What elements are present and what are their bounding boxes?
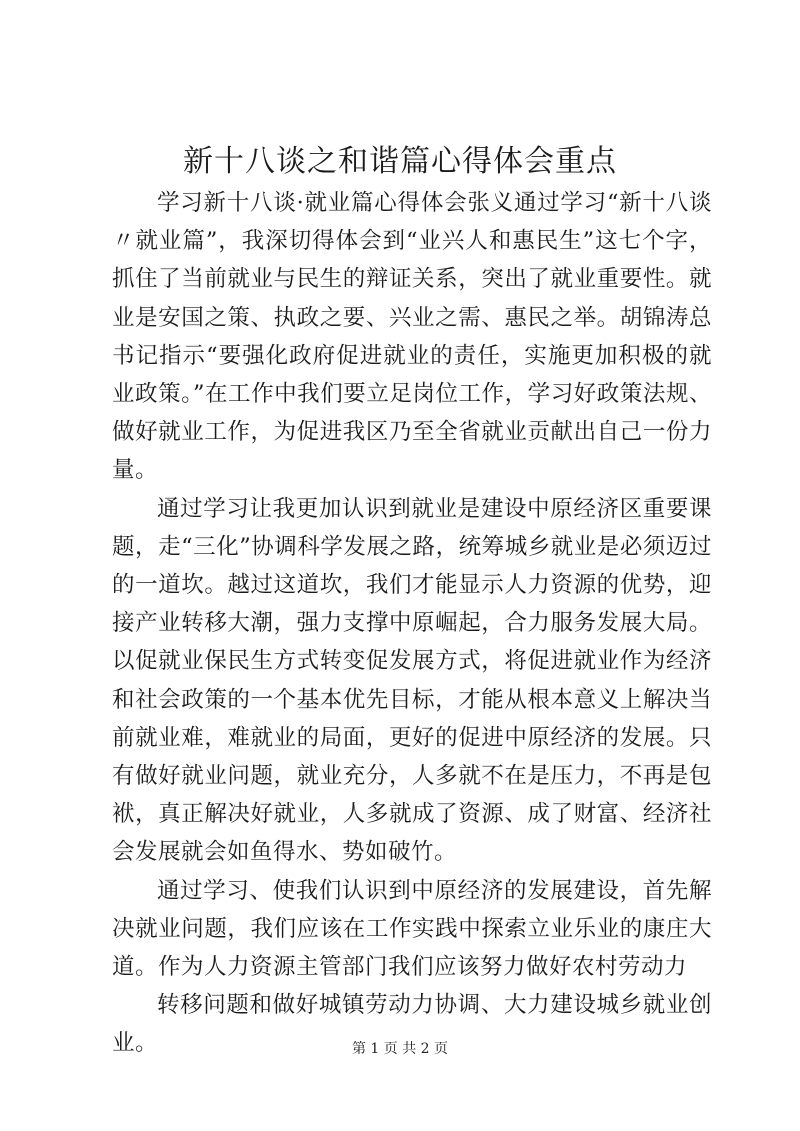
paragraph-4: 转移问题和做好城镇劳动力协调、大力建设城乡就业创业。 [112,992,712,1057]
paragraph-3: 通过学习、使我们认识到中原经济的发展建设，首先解决就业问题，我们应该在工作实践中探索立业乐业的康庄大道。作为人力资源主管部门我们应该努力做好农村劳动力 [112,877,712,981]
page-footer: 第 1 页 共 2 页 [351,1041,449,1057]
document-title: 新十八谈之和谐篇心得体会重点 [183,144,617,179]
document-body [112,184,712,1063]
paragraph-2: 通过学习让我更加认识到就业是建设中原经济区重要课题，走“三化”协调科学发展之路，统筹城乡就业是必须迈过的一道坎。越过这道坎，我们才能显示人力资源的优势，迎接产业转移大潮，强力支撑中原崛起，合力服务发展大局。以促就业保民生方式转变促发展方式，将促进就业作为经济和社会政策的一个基本优先目标，才能从根本意义上解决当前就业难，难就业的局面，更好的促进中原经济的发展。只有做好就业问题，就业充分，人多就不在是压力，不再是包袱，真正解决好就业，人多就成了资源、成了财富、经济社会发展就会如鱼得水、势如破竹。 [112,495,712,866]
paragraph-1: 学习新十八谈·就业篇心得体会张义通过学习“新十八谈〃就业篇”，我深切得体会到“业兴人和惠民生”这七个字，抓住了当前就业与民生的辩证关系，突出了就业重要性。就业是安国之策、执政之要、兴业之需、惠民之举。胡锦涛总书记指示“要强化政府促进就业的责任，实施更加积极的就业政策。”在工作中我们要立足岗位工作，学习好政策法规、做好就业工作，为促进我区乃至全省就业贡献出自己一份力量。 [112,190,712,484]
